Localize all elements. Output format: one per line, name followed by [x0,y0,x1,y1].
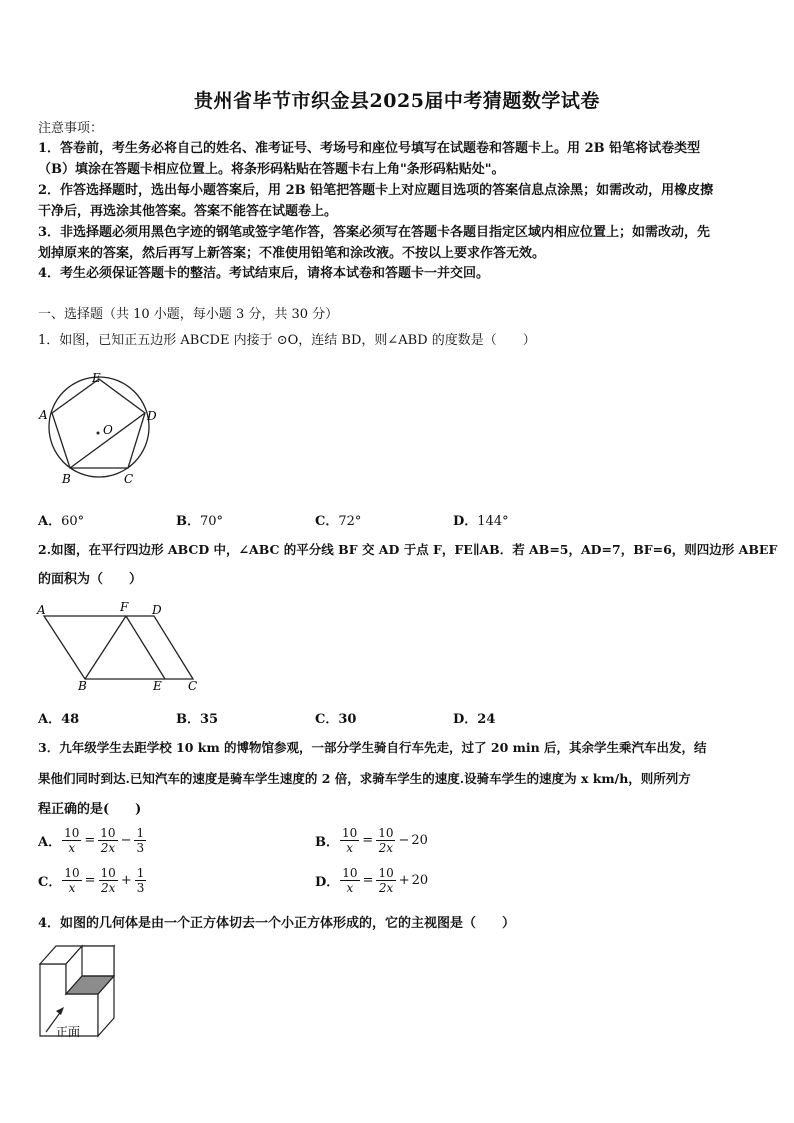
q2-option-d[interactable]: D．24 [453,712,496,727]
question-4-text: 4．如图的几何体是由一个正方体切去一个小正方体形成的，它的主视图是（ ） [38,916,516,931]
notice-heading: 注意事项： [38,121,104,136]
label-a: A [39,408,48,422]
fraction: $\frac{10}{2x}$ [378,866,394,895]
question-2-figure [36,600,206,692]
fraction: $\frac{10}{2x}$ [100,826,116,855]
notice-line: 划掉原来的答案，然后再写上新答案；不准使用铅笔和涂改液。不按以上要求作答无效。 [38,246,546,261]
fraction: $\frac{10}{x}$ [64,866,80,895]
label-c: C [188,679,198,692]
fraction: $\frac{10}{2x}$ [378,826,394,855]
question-4-figure [36,940,126,1044]
question-1-text: 1．如图，已知正五边形 ABCDE 内接于 ⊙O，连结 BD，则∠ABD 的度数是（ ） [38,333,536,348]
question-2-text: 2.如图，在平行四边形 ABCD 中，∠ABC 的平分线 BF 交 AD 于点 F，FE∥AB．若 AB=5，AD=7，BF=6，则四边形 ABEF [38,542,778,557]
q1-option-a[interactable]: A．60° [38,514,85,529]
q3-option-c[interactable]: C． $\frac{10}{x}$ = $\frac{10}{2x}$ + $\frac{1}{3}$ [38,866,145,895]
label-e: E [92,371,101,385]
label-c: C [124,472,134,486]
segment-bd [70,413,145,468]
center-dot [97,432,100,435]
section-heading: 一、选择题（共 10 小题，每小题 3 分，共 30 分） [38,307,339,322]
fraction: $\frac{10}{x}$ [342,826,358,855]
fraction: $\frac{1}{3}$ [136,866,145,895]
label-e: E [153,679,162,692]
parallelogram-abcd [44,616,193,679]
q2-option-b[interactable]: B．35 [176,712,219,727]
label-f: F [120,600,129,614]
notice-line: 1．答卷前，考生务必将自己的姓名、准考证号、考场号和座位号填写在试题卷和答题卡上。用 2B 铅笔将试卷类型 [38,141,701,156]
fraction: $\frac{1}{3}$ [136,826,145,855]
q2-option-a[interactable]: A．48 [38,712,80,727]
q1-option-d[interactable]: D．144° [453,514,509,529]
label-b: B [62,472,71,486]
notice-line: （B）填涂在答题卡相应位置上。将条形码粘贴在答题卡右上角"条形码粘贴处"。 [38,162,505,177]
q3-option-d[interactable]: D． $\frac{10}{x}$ = $\frac{10}{2x}$ + 20 [315,866,429,895]
circle-o [49,377,149,477]
paper-title: 贵州省毕节市织金县2025届中考猜题数学试卷 [194,90,600,112]
label-d: D [152,603,162,617]
question-3-text-cont: 果他们同时到达.已知汽车的速度是骑车学生速度的 2 倍，求骑车学生的速度.设骑车学生的速度为 x km/h，则所列方 [38,771,691,786]
notice-line: 干净后，再选涂其他答案。答案不能答在试题卷上。 [38,204,338,219]
question-2-text-cont: 的面积为（ ） [38,572,143,587]
label-d: D [147,409,157,423]
question-3-text-end: 程正确的是( ) [38,802,142,817]
label-a: A [37,603,46,617]
fraction: $\frac{10}{x}$ [64,826,80,855]
q3-option-b[interactable]: B． $\frac{10}{x}$ = $\frac{10}{2x}$ − 20 [315,826,428,855]
q1-option-b[interactable]: B．70° [176,514,224,529]
question-1-figure [36,370,166,490]
q3-option-a[interactable]: A． $\frac{10}{x}$ = $\frac{10}{2x}$ − $\frac{1}{3}$ [38,826,145,855]
fraction: $\frac{10}{x}$ [342,866,358,895]
notice-line: 3．非选择题必须用黑色字迹的钢笔或签字笔作答，答案必须写在答题卡各题目指定区域内相应位置上；如需改动，先 [38,225,711,240]
q2-option-c[interactable]: C．30 [315,712,357,727]
front-label: 正面 [56,1025,81,1039]
q1-option-c[interactable]: C．72° [315,514,362,529]
label-o: O [103,423,113,437]
notice-line: 4．考生必须保证答题卡的整洁。考试结束后，请将本试卷和答题卡一并交回。 [38,266,490,281]
segment-bf [85,616,126,679]
notice-line: 2．作答选择题时，选出每小题答案后，用 2B 铅笔把答题卡上对应题目选项的答案信息点涂黑；如需改动，用橡皮擦 [38,183,714,198]
fraction: $\frac{10}{2x}$ [100,866,116,895]
label-b: B [78,679,87,692]
question-3-text: 3．九年级学生去距学校 10 km 的博物馆参观，一部分学生骑自行车先走，过了 20 min 后，其余学生乘汽车出发，结 [38,740,707,755]
